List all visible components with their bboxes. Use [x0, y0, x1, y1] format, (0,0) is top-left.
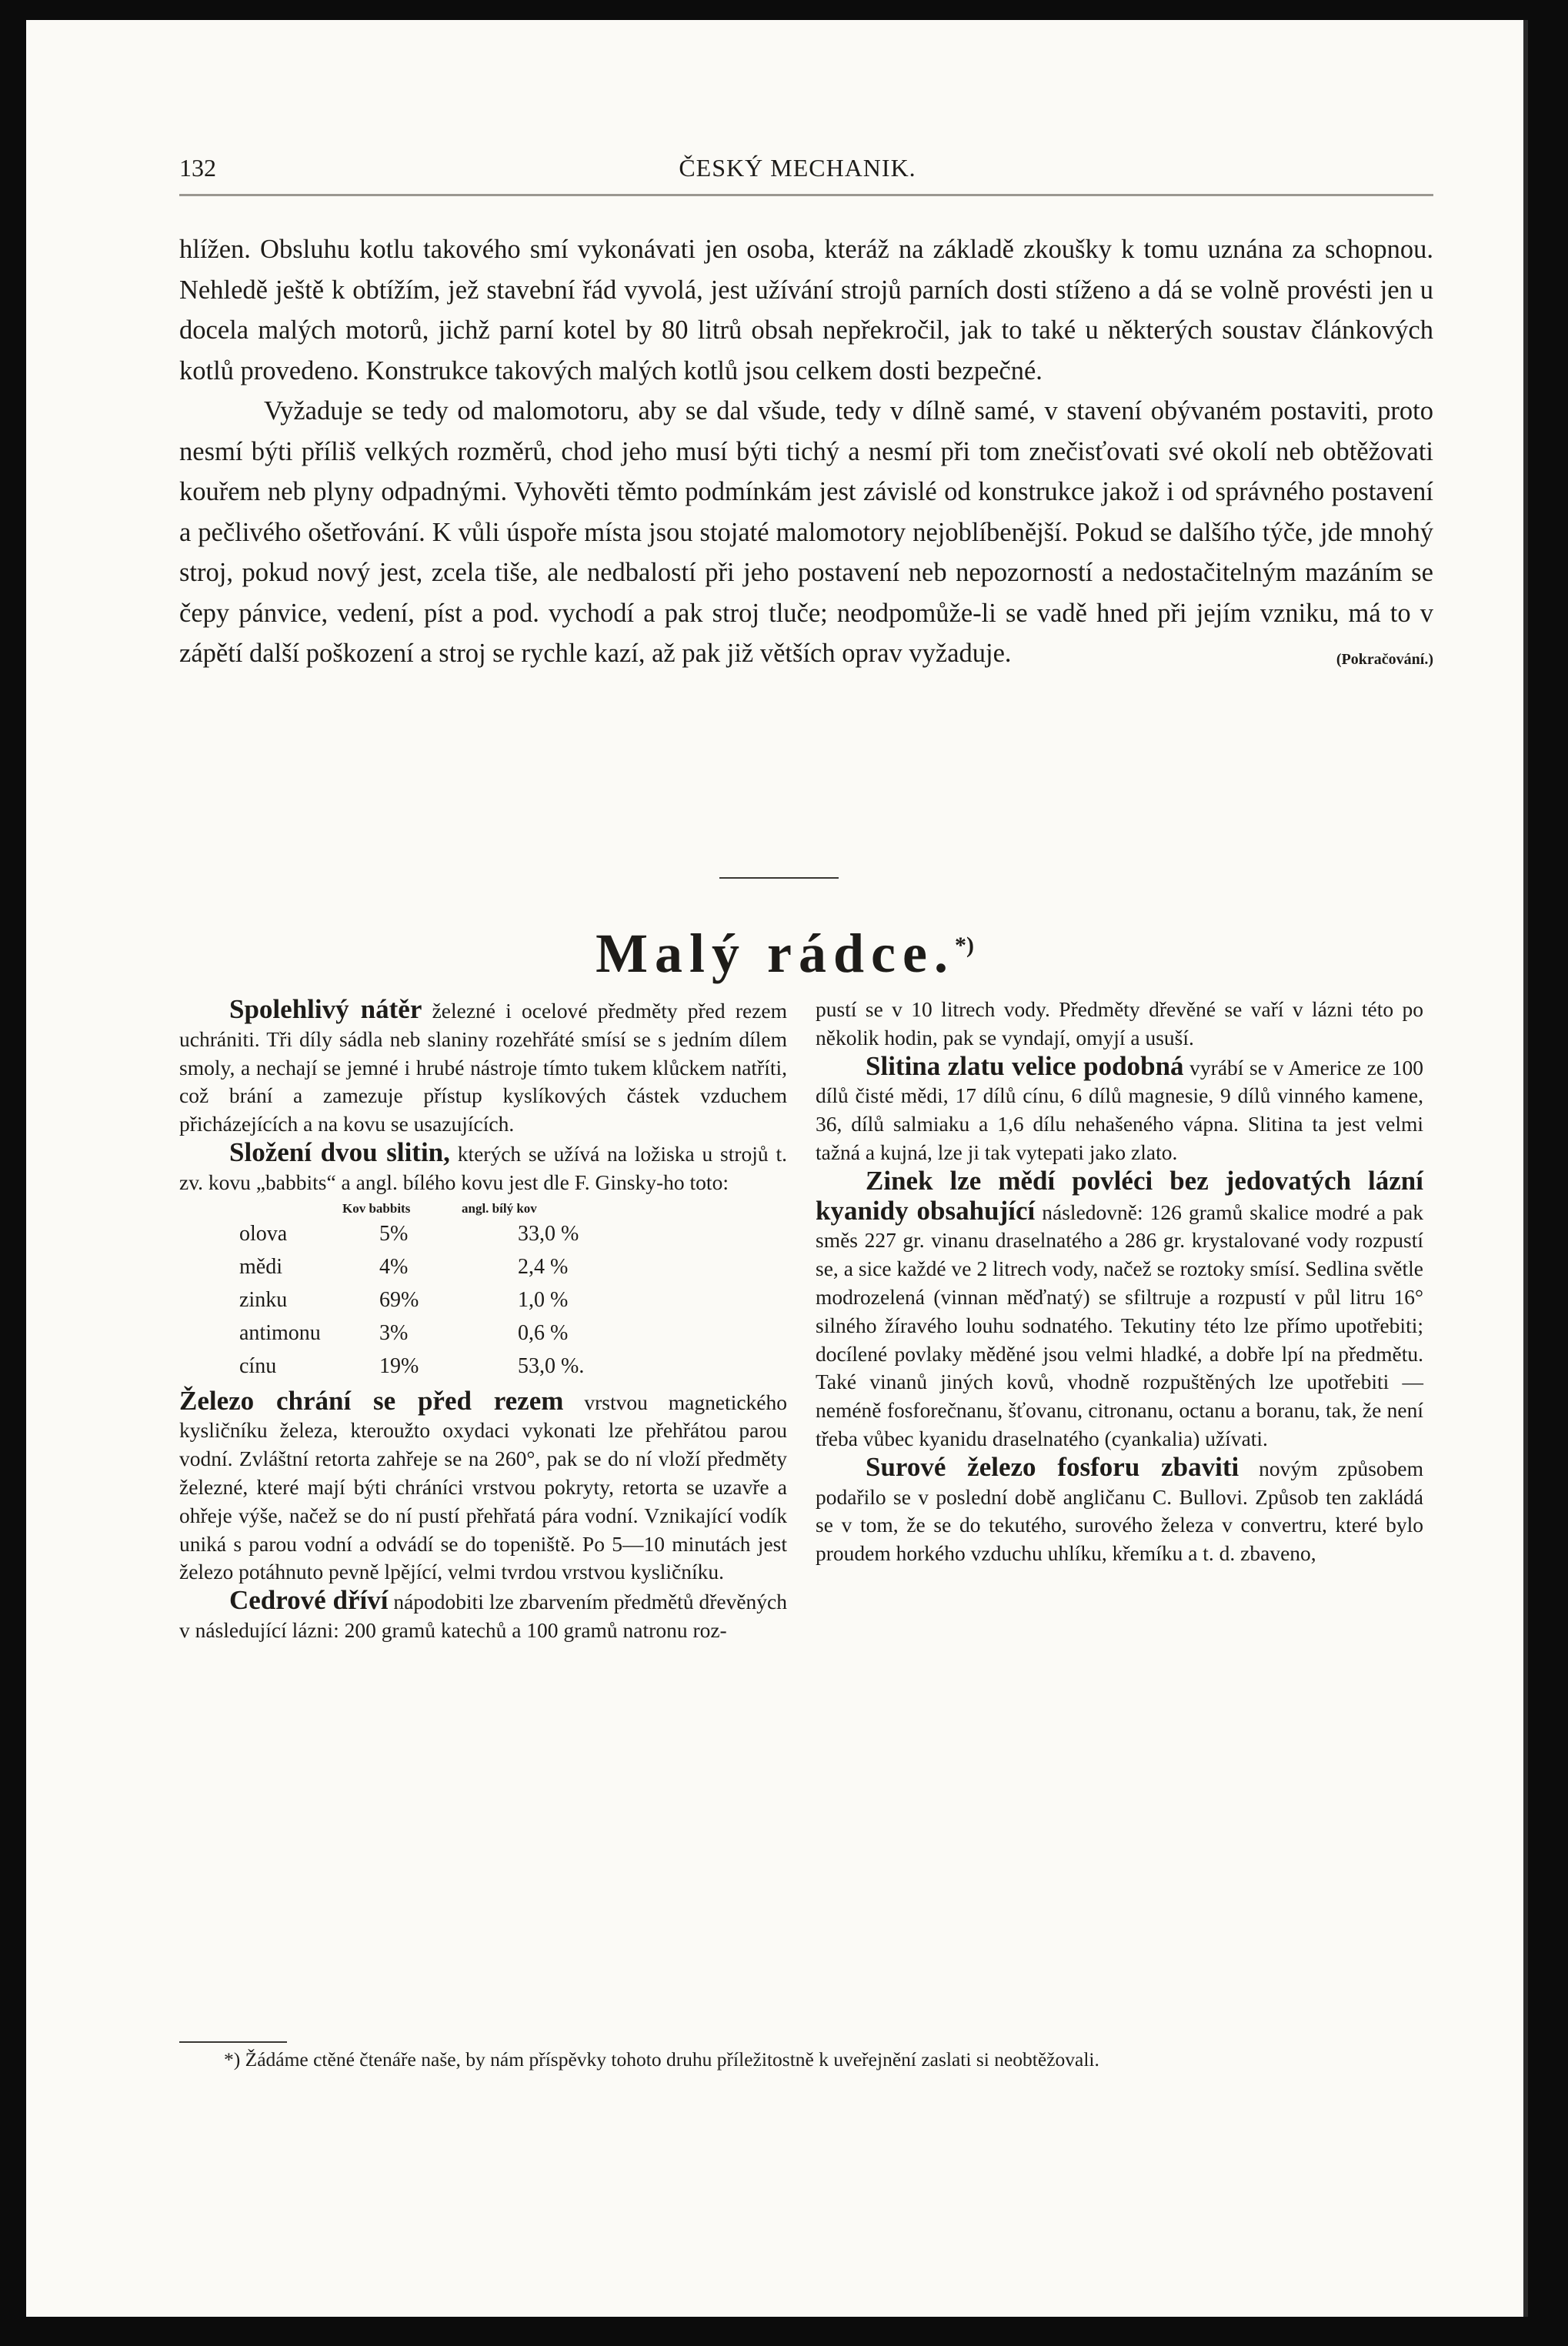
header-rule [179, 194, 1433, 196]
footnote [179, 2047, 1433, 2072]
intro-paragraph-1: hlížen. Obsluhu kotlu takového smí vykonávati jen osoba, kteráž na základě zkoušky k tomu uznána za schopnou. Nehledě ještě k obtížím, jež stavební řád vyvolá, jest užívání strojů parních dosti stíženo a dá se volně provésti jen u docela malých motorů, jichž parní kotel by 80 litrů obsah nepřekročil, jak to také u některých soustav článkových kotlů provedeno. Konstrukce takových malých kotlů jsou celkem dosti bezpečné. [179, 235, 1433, 385]
page-header [179, 154, 1416, 182]
section-separator [719, 877, 839, 879]
alloy-white-value: 33,0 % [518, 1221, 579, 1246]
heading-two-alloys: Složení dvou slitin, [229, 1136, 450, 1167]
alloy-col-white: angl. bílý kov [462, 1200, 537, 1216]
alloy-col-babbits: Kov babbits [342, 1200, 411, 1216]
left-column [179, 996, 787, 1645]
intro-paragraph-2-text: Vyžaduje se tedy od malomotoru, aby se dal všude, tedy v dílně samé, v stavení obývaném postaviti, proto nesmí býti příliš velkých rozměrů, chod jeho musí býti tichý a nesmí při tom znečisťovati své okolí neb obtěžovati kouřem neb plyny odpadnými. Vyhověti těmto podmínkám jest závislé od konstrukce jakož i od správného postavení a pečlivého ošetřování. K vůli úspoře místa jsou stojaté malomotory nejoblíbenější. Pokud se dalšího týče, jde mnohý stroj, pokud nový jest, zcela tiše, ale nedbalostí při jeho postavení neb nepozorností a nedostačitelným mazáním se čepy pánvice, vedení, píst a pod. vychodí a pak stroj tluče; neodpomůže-li se vadě hned při jejím vzniku, má to v zápětí další poškození a stroj se rychle kazí, až pak již větších oprav vyžaduje. [179, 396, 1433, 668]
continued-note: (Pokračování.) [1336, 651, 1433, 668]
item-iron-rust [179, 1387, 787, 1587]
text-iron-phosphorus: novým způsobem podařilo se v poslední době angličanu C. Bullovi. Způsob ten zakládá se v tom, že se do tekutého, surového železa v convertru, které bylo proudem horkého vzduchu uhlíku, křemíku a t. d. zbaveno, [816, 1456, 1423, 1566]
footnote-rule [179, 2041, 287, 2043]
item-gold-alloy [816, 1050, 1423, 1167]
heading-iron-rust: Železo chrání se před rezem [179, 1385, 564, 1416]
alloy-row [179, 1283, 787, 1316]
footnote-text: *) Žádáme ctěné čtenáře naše, by nám příspěvky tohoto druhu příležitostně k uveřejnění zaslati si neobtěžovali. [224, 2048, 1099, 2071]
alloy-table [179, 1200, 787, 1383]
item-protective-coating [179, 996, 787, 1139]
heading-zinc-copper: Zinek lze mědí povléci bez jedovatých lázní kyanidy obsahující [816, 1165, 1423, 1226]
item-iron-phosphorus [816, 1453, 1423, 1568]
item-zinc-copper [816, 1167, 1423, 1453]
heading-gold-alloy: Slitina zlatu velice podobná [866, 1050, 1184, 1081]
text-two-alloys: kterých se užívá na ložiska u strojů t. zv. kovu „babbits“ a angl. bílého kovu jest dle F. Ginsky-ho toto: [179, 1141, 787, 1194]
text-zinc-copper: následovně: 126 gramů skalice modré a pak směs 227 gr. vinanu draselnatého a 286 gr. krystalované vody rozpustí se, a sice každé ve 2 litrech vody, načež se roztoky smísí. Sedlina světle modrozelená (vinnan měďnatý) se sfiltruje a rozpustí v půl litru 16° silného žíravého louhu sodnatého. Tekutiny této lze přímo upotřebiti; docílené povlaky měděné jsou velmi hladké, a dobře lpí na předmětu. Také vinanů jiných kovů, vhodně rozpuštěných lze upotřebiti — neméně fosforečnanu, šťovanu, citronanu, octanu a boranu, tak, že není třeba vůbec kyanidu draselnatého (cyankalia) užívati. [816, 1200, 1423, 1450]
text-protective-coating: železné i ocelové předměty před rezem uchrániti. Tři díly sádla neb slaniny rozehřáté smísí se s jedním dílem smoly, a nechají se jemné i hrubé nástroje tímto tukem klůckem natříti, což brání a zamezuje přístup kyslíkových částek vzduchem přicházejících a na kovu se usazujících. [179, 999, 788, 1136]
alloy-table-header [179, 1200, 787, 1217]
alloy-babbits-value: 19% [379, 1353, 419, 1378]
right-column [816, 996, 1423, 1568]
page-number: 132 [179, 154, 216, 182]
alloy-white-value: 1,0 % [518, 1287, 569, 1312]
heading-protective-coating: Spolehlivý nátěr [229, 994, 422, 1024]
alloy-row [179, 1217, 787, 1250]
alloy-row [179, 1350, 787, 1383]
alloy-metal: cínu [239, 1353, 277, 1378]
intro-text [179, 229, 1433, 680]
text-cedar-wood-continued: pustí se v 10 litrech vody. Předměty dřevěné se vaří v lázni této po několik hodin, pak se vyndají, omyjí a usuší. [816, 997, 1423, 1050]
alloy-metal: olova [239, 1221, 288, 1246]
section-title [585, 922, 985, 986]
footnote-mark: *) [954, 933, 974, 958]
alloy-babbits-value: 4% [379, 1254, 409, 1279]
heading-cedar-wood: Cedrové dříví [229, 1585, 389, 1616]
text-gold-alloy: vyrábí se v Americe ze 100 dílů čisté mědi, 17 dílů cínu, 6 dílů magnesie, 9 dílů vinného kamene, 36, dílů salmiaku a 1,6 dílu nehašeného vápna. Slitina ta jest velmi tažná a kujná, lze ji tak vytepati jako zlato. [816, 1055, 1423, 1164]
alloy-metal: antimonu [239, 1320, 321, 1345]
item-two-alloys [179, 1136, 787, 1197]
alloy-white-value: 2,4 % [518, 1254, 569, 1279]
alloy-babbits-value: 69% [379, 1287, 419, 1312]
alloy-row [179, 1250, 787, 1283]
alloy-white-value: 0,6 % [518, 1320, 569, 1345]
section-title-text: Malý rádce. [596, 923, 955, 984]
alloy-babbits-value: 5% [379, 1221, 409, 1246]
item-cedar-wood [179, 1587, 787, 1645]
alloy-metal: zinku [239, 1287, 288, 1312]
alloy-white-value: 53,0 %. [518, 1353, 585, 1378]
heading-iron-phosphorus: Surové železo fosforu zbaviti [866, 1451, 1239, 1482]
alloy-metal: mědi [239, 1254, 282, 1279]
alloy-row [179, 1316, 787, 1350]
alloy-babbits-value: 3% [379, 1320, 409, 1345]
text-cedar-wood: nápodobiti lze zbarvením předmětů dřevěných v následující lázni: 200 gramů katechů a 100 gramů natronu roz- [179, 1590, 787, 1642]
text-iron-rust: vrstvou magnetického kysličníku železa, kteroužto oxydaci vykonati lze přehřátou parou vodní. Zvláštní retorta zahřeje se na 260°, pak se do ní vloží předměty železné, které mají býti chráníci vrstvou pokryty, retorta se uzavře a ohřeje výše, načež se do ní pustí přehřatá pára vodní. Vznikající vodík uniká s parou vodní a odvádí se do topeniště. Po 5—10 minutách jest železo potáhnuto pevně lpějící, velmi tvrdou vrstvou kysličníku. [179, 1390, 787, 1584]
intro-paragraph-2 [179, 391, 1433, 674]
running-title: ČESKÝ MECHANIK. [679, 154, 916, 182]
